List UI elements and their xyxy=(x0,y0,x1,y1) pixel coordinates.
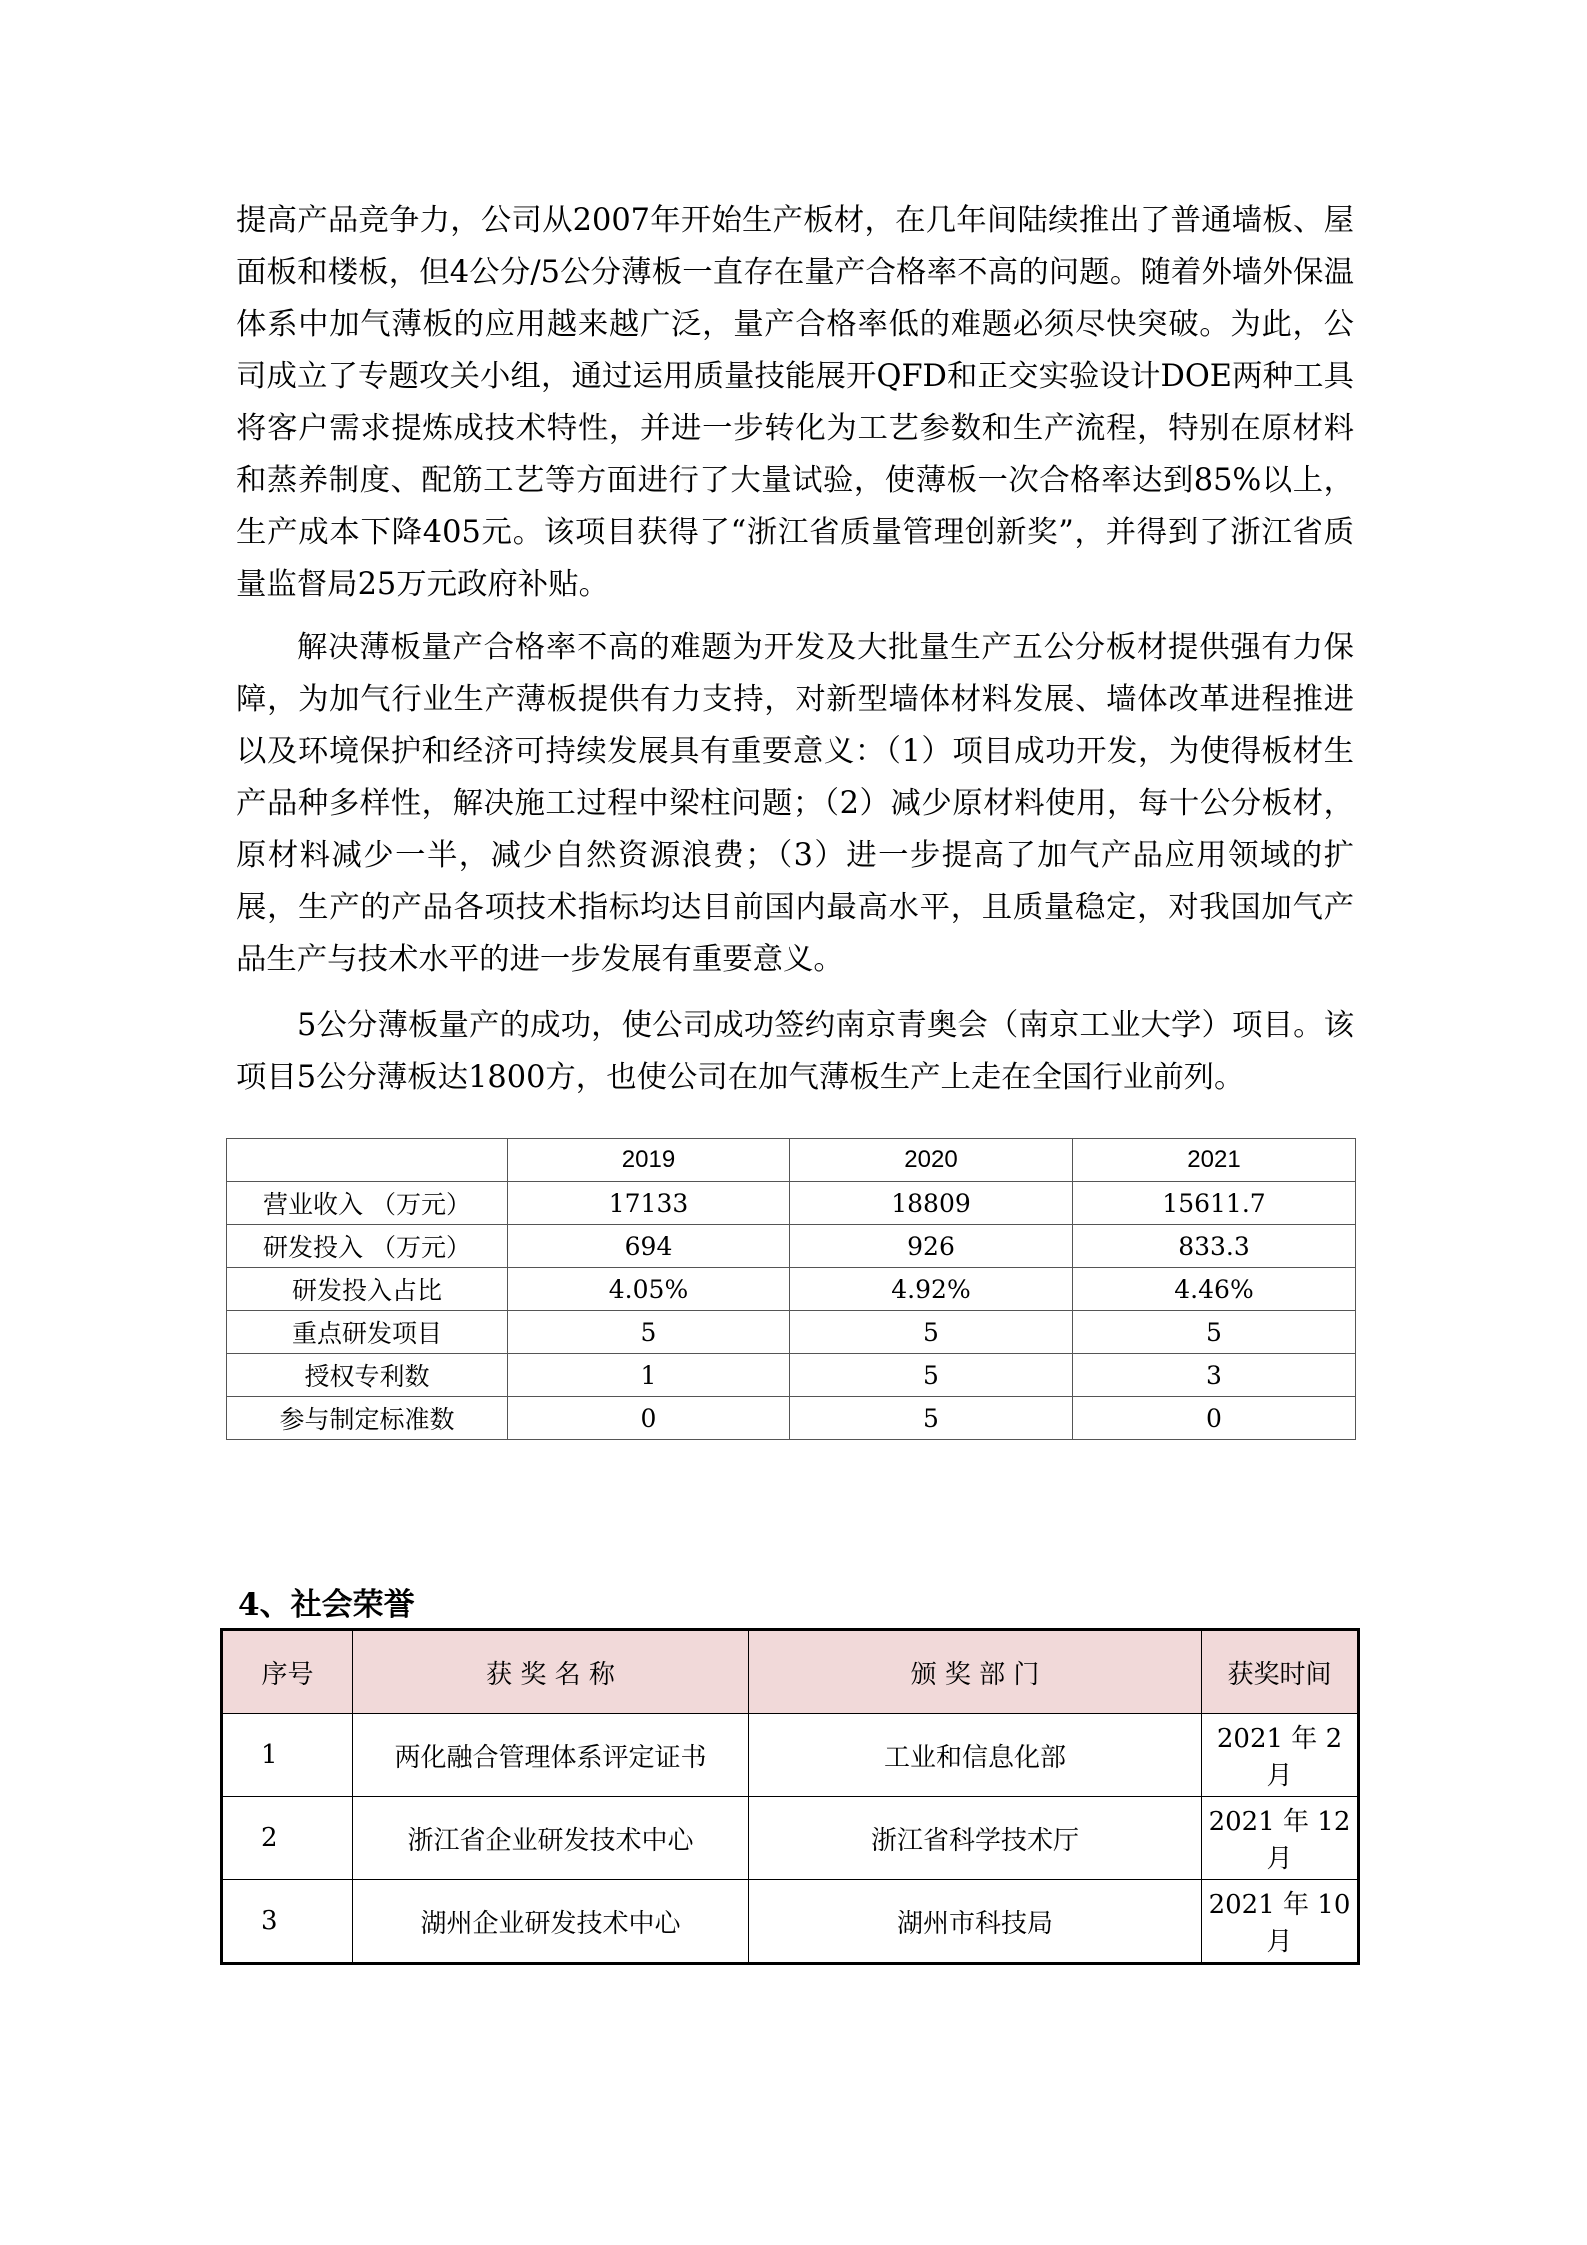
section-heading-honors: 4、社会荣誉 xyxy=(238,1587,415,1623)
table-cell: 5 xyxy=(790,1397,1073,1440)
row-label: 营业收入 （万元） xyxy=(227,1182,508,1225)
row-label: 重点研发项目 xyxy=(227,1311,508,1354)
award-name: 浙江省企业研发技术中心 xyxy=(353,1797,749,1880)
table-row xyxy=(227,1397,1356,1440)
table-cell: 833.3 xyxy=(1073,1225,1356,1268)
table-cell: 18809 xyxy=(790,1182,1073,1225)
table-row xyxy=(227,1268,1356,1311)
row-index: 1 xyxy=(222,1714,353,1797)
header-cell-date: 获奖时间 xyxy=(1202,1630,1359,1714)
rd-statistics-table xyxy=(226,1138,1356,1440)
header-cell xyxy=(227,1139,508,1182)
table-cell: 4.05% xyxy=(508,1268,790,1311)
header-cell-index: 序号 xyxy=(222,1630,353,1714)
table-cell: 1 xyxy=(508,1354,790,1397)
table-cell: 3 xyxy=(1073,1354,1356,1397)
header-cell-year: 2021 xyxy=(1073,1139,1356,1182)
header-cell-issuer: 颁 奖 部 门 xyxy=(749,1630,1202,1714)
row-label: 研发投入 （万元） xyxy=(227,1225,508,1268)
body-paragraph-2: 解决薄板量产合格率不高的难题为开发及大批量生产五公分板材提供强有力保障，为加气行业生产薄板提供有力支持，对新型墙体材料发展、墙体改革进程推进以及环境保护和经济可持续发展具有重要意义：（1）项目成功开发，为使得板材生产品种多样性，解决施工过程中梁柱问题；（2）减少原材料使用，每十公分板材，原材料减少一半，减少自然资源浪费；（3）进一步提高了加气产品应用领域的扩展，生产的产品各项技术指标均达目前国内最高水平，且质量稳定，对我国加气产品生产与技术水平的进一步发展有重要意义。 xyxy=(236,630,1354,977)
table-cell: 0 xyxy=(1073,1397,1356,1440)
table-row xyxy=(227,1311,1356,1354)
table-cell: 17133 xyxy=(508,1182,790,1225)
table-cell: 4.46% xyxy=(1073,1268,1356,1311)
table-cell: 694 xyxy=(508,1225,790,1268)
table-cell: 5 xyxy=(1073,1311,1356,1354)
row-label: 研发投入占比 xyxy=(227,1268,508,1311)
honors-table xyxy=(220,1628,1360,1965)
award-issuer: 浙江省科学技术厅 xyxy=(749,1797,1202,1880)
table-header-row xyxy=(227,1139,1356,1182)
header-cell-year: 2019 xyxy=(508,1139,790,1182)
award-issuer: 工业和信息化部 xyxy=(749,1714,1202,1797)
body-paragraph-3: 5公分薄板量产的成功，使公司成功签约南京青奥会（南京工业大学）项目。该项目5公分薄板达1800方，也使公司在加气薄板生产上走在全国行业前列。 xyxy=(236,1008,1354,1095)
table-row xyxy=(227,1354,1356,1397)
award-date: 2021 年 2 月 xyxy=(1202,1714,1359,1797)
award-date: 2021 年 12 月 xyxy=(1202,1797,1359,1880)
table-cell: 926 xyxy=(790,1225,1073,1268)
award-date: 2021 年 10 月 xyxy=(1202,1880,1359,1964)
table-cell: 15611.7 xyxy=(1073,1182,1356,1225)
award-name: 两化融合管理体系评定证书 xyxy=(353,1714,749,1797)
header-cell-award-name: 获 奖 名 称 xyxy=(353,1630,749,1714)
table-row xyxy=(222,1880,1359,1964)
table-cell: 5 xyxy=(790,1354,1073,1397)
award-name: 湖州企业研发技术中心 xyxy=(353,1880,749,1964)
row-index: 2 xyxy=(222,1797,353,1880)
table-cell: 4.92% xyxy=(790,1268,1073,1311)
row-label: 参与制定标准数 xyxy=(227,1397,508,1440)
table-row xyxy=(222,1797,1359,1880)
table-row xyxy=(227,1182,1356,1225)
table-row xyxy=(222,1714,1359,1797)
row-label: 授权专利数 xyxy=(227,1354,508,1397)
table-row xyxy=(227,1225,1356,1268)
body-paragraph-1: 提高产品竞争力，公司从2007年开始生产板材，在几年间陆续推出了普通墙板、屋面板和楼板，但4公分/5公分薄板一直存在量产合格率不高的问题。随着外墙外保温体系中加气薄板的应用越来越广泛，量产合格率低的难题必须尽快突破。为此，公司成立了专题攻关小组，通过运用质量技能展开QFD和正交实验设计DOE两种工具将客户需求提炼成技术特性，并进一步转化为工艺参数和生产流程，特别在原材料和蒸养制度、配筋工艺等方面进行了大量试验，使薄板一次合格率达到85%以上，生产成本下降405元。该项目获得了“浙江省质量管理创新奖”，并得到了浙江省质量监督局25万元政府补贴。 xyxy=(236,203,1354,602)
table-cell: 5 xyxy=(508,1311,790,1354)
table-header-row xyxy=(222,1630,1359,1714)
header-cell-year: 2020 xyxy=(790,1139,1073,1182)
award-issuer: 湖州市科技局 xyxy=(749,1880,1202,1964)
table-cell: 5 xyxy=(790,1311,1073,1354)
row-index: 3 xyxy=(222,1880,353,1964)
table-cell: 0 xyxy=(508,1397,790,1440)
